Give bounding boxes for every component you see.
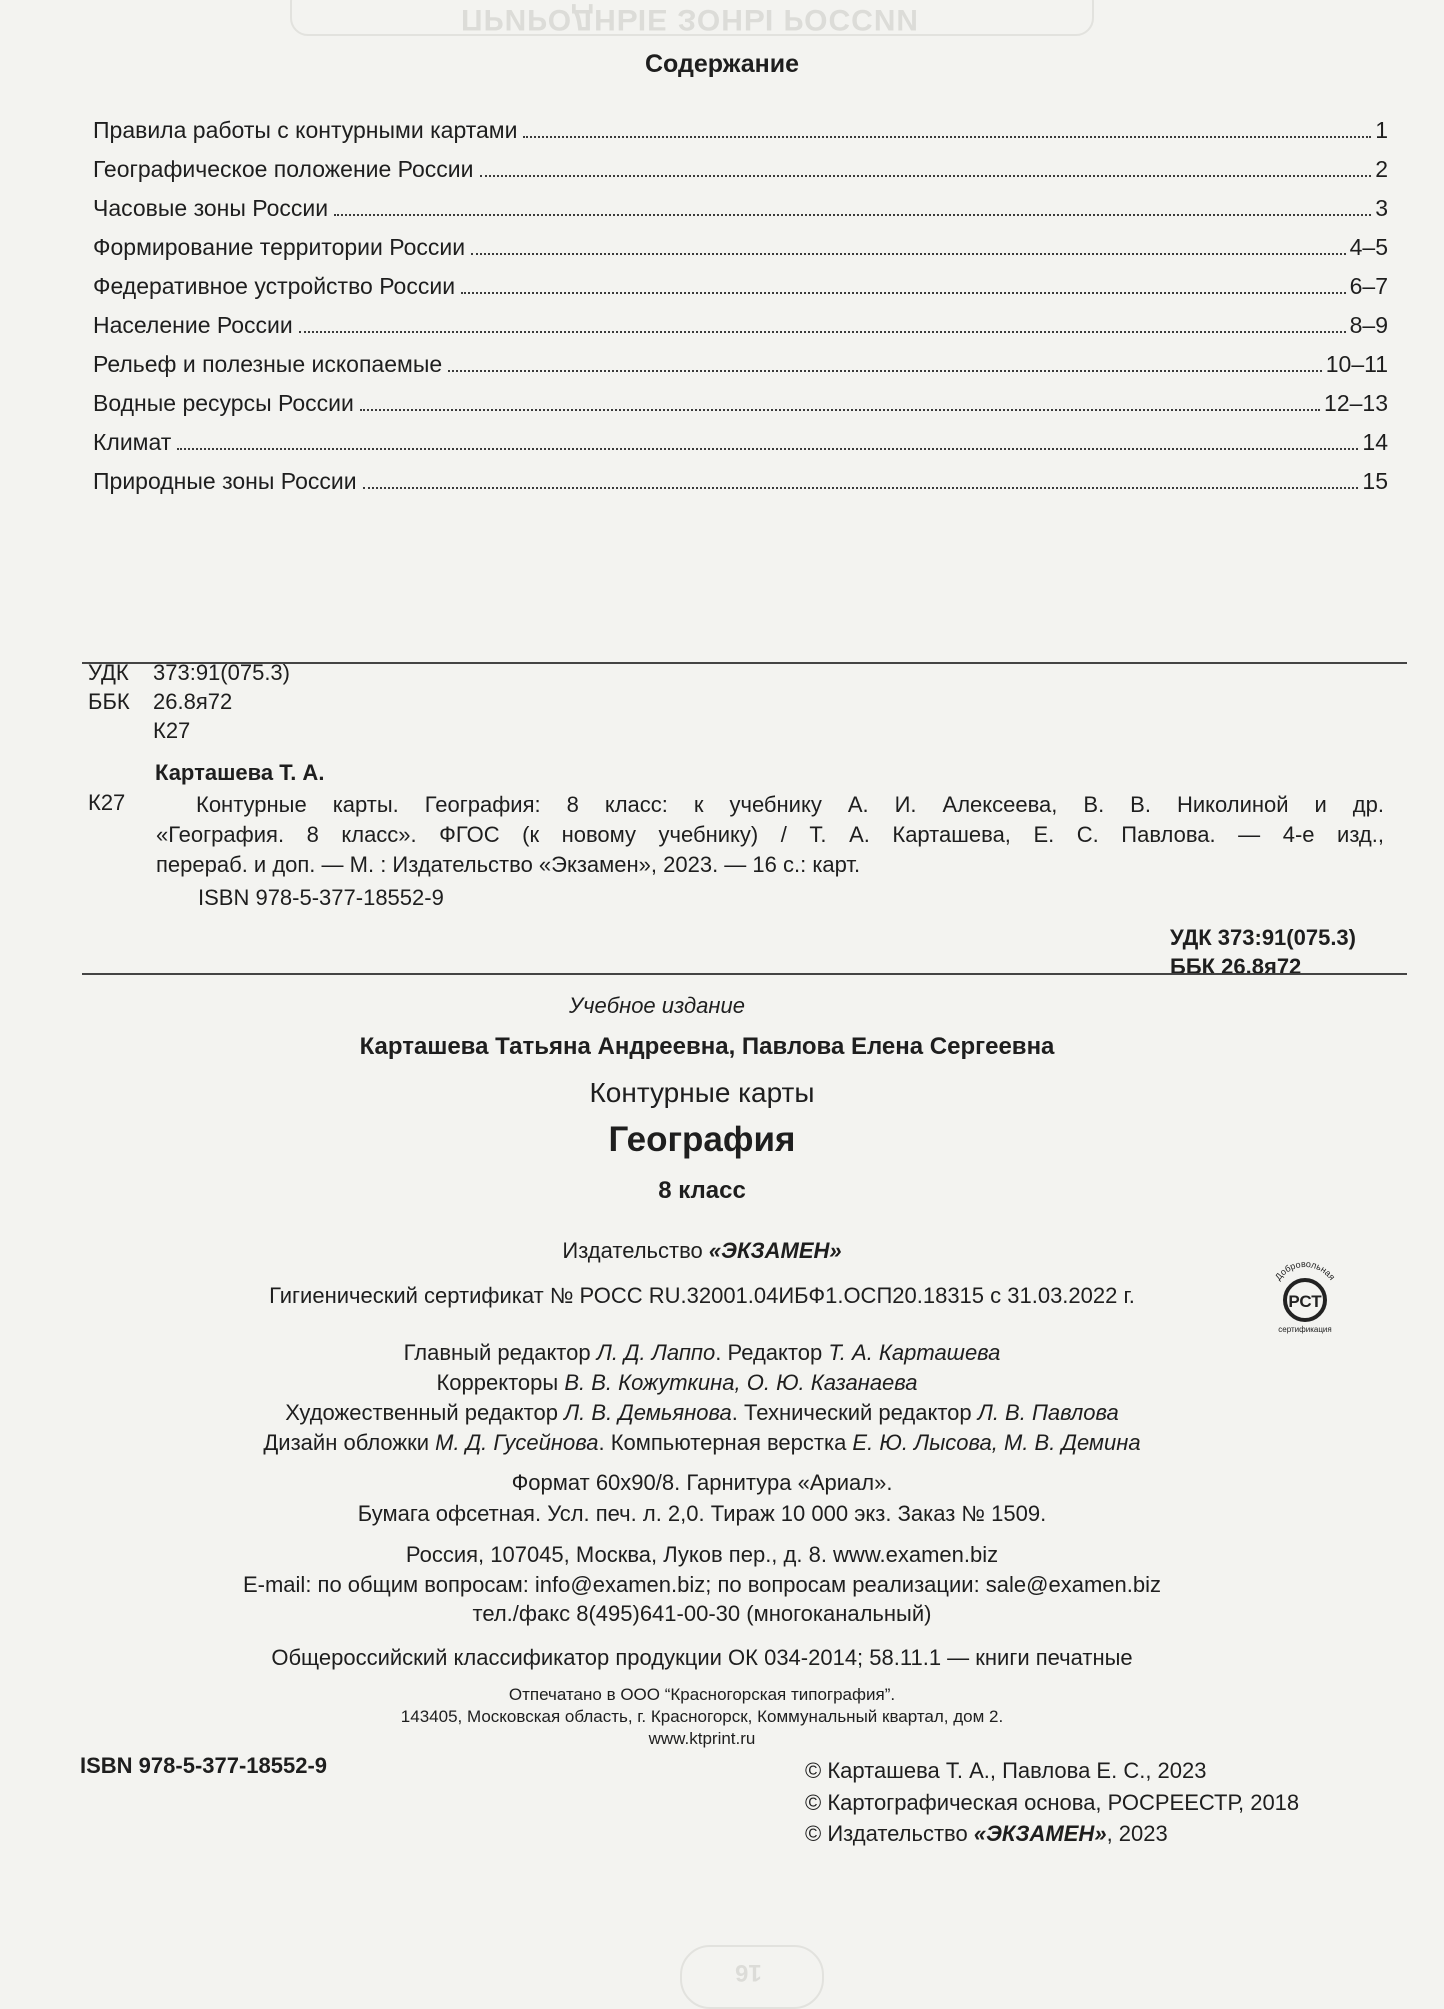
catalog-desc-line-3: перераб. и доп. — М. : Издательство «Экзамен», 2023. — 16 с.: карт. bbox=[156, 852, 861, 877]
grade: 8 класс bbox=[658, 1177, 746, 1204]
staff-role: . Редактор bbox=[715, 1340, 829, 1365]
staff-person-name: М. Д. Гусейнова bbox=[435, 1430, 599, 1455]
staff-person-name: Л. В. Демьянова bbox=[564, 1400, 732, 1425]
udk-value: 373:91(075.3) bbox=[153, 660, 290, 685]
badge-arc-text: Добровольная bbox=[1272, 1258, 1338, 1282]
toc-item-title: Климат bbox=[93, 429, 172, 455]
toc-item-page: 6–7 bbox=[1349, 273, 1388, 299]
staff-role: Корректоры bbox=[436, 1370, 565, 1395]
format: Формат 60х90/8. Гарнитура «Ариал». bbox=[511, 1470, 893, 1495]
toc-item-title: Федеративное устройство России bbox=[93, 273, 456, 299]
staff-role: Дизайн обложки bbox=[263, 1430, 436, 1455]
copyright-publisher-prefix: © Издательство bbox=[805, 1821, 974, 1846]
staff-person-name: Л. Д. Лаппо bbox=[596, 1340, 716, 1365]
catalog-author: Карташева Т. А. bbox=[155, 760, 325, 785]
bbk-value: 26.8я72 bbox=[153, 689, 233, 714]
divider bbox=[82, 973, 1407, 975]
show-through-running-head: ПРИРОДНЫЕ ЗОНЫ РОССИИ bbox=[461, 3, 919, 36]
bbk-label: ББК bbox=[88, 689, 130, 714]
staff-person-name: В. В. Кожуткина, О. Ю. Казанаева bbox=[564, 1370, 918, 1395]
toc-item-title: Население России bbox=[93, 312, 293, 338]
catalog-desc-code: К27 bbox=[88, 790, 126, 815]
toc-dot-leader bbox=[480, 175, 1372, 177]
toc-item-page: 14 bbox=[1362, 429, 1388, 455]
catalog-desc-line-2: «География. 8 класс». ФГОС (к новому учебнику) / Т. А. Карташева, Е. С. Павлова. — 4-е изд., bbox=[156, 822, 1384, 847]
toc-item-title: Рельеф и полезные ископаемые bbox=[93, 351, 443, 377]
toc-dot-leader bbox=[334, 214, 1371, 216]
subject-title: География bbox=[608, 1120, 796, 1159]
catalog-isbn: ISBN 978-5-377-18552-9 bbox=[198, 885, 444, 910]
toc-item-page: 4–5 bbox=[1349, 234, 1388, 260]
toc-item bbox=[93, 424, 1388, 456]
toc-item-page: 10–11 bbox=[1325, 351, 1388, 377]
staff-credit-line bbox=[0, 1430, 1424, 1456]
certification-badge-icon bbox=[1262, 1250, 1348, 1336]
toc-item bbox=[93, 346, 1388, 378]
copyright-publisher bbox=[805, 1821, 1168, 1847]
show-through-folio: 16 bbox=[735, 1959, 762, 1986]
publisher bbox=[0, 1238, 1424, 1264]
catalog-description bbox=[88, 790, 1384, 880]
copyright-publisher-name: «ЭКЗАМЕН» bbox=[973, 1821, 1107, 1846]
udk-right: УДК 373:91(075.3) bbox=[1170, 925, 1356, 950]
toc-item bbox=[93, 385, 1388, 417]
toc-dot-leader bbox=[448, 370, 1322, 372]
staff-person-name: Л. В. Павлова bbox=[977, 1400, 1119, 1425]
toc-dot-leader bbox=[363, 487, 1359, 489]
publisher-email: E-mail: по общим вопросам: info@examen.biz; по вопросам реализации: sale@examen.biz bbox=[242, 1572, 1161, 1597]
toc-item bbox=[93, 268, 1388, 300]
publisher-name: «ЭКЗАМЕН» bbox=[708, 1238, 842, 1263]
copyright-cartography: © Картографическая основа, РОСРЕЕСТР, 2018 bbox=[805, 1790, 1300, 1815]
toc-title: Содержание bbox=[644, 50, 800, 78]
toc-item bbox=[93, 151, 1388, 183]
certificate: Гигиенический сертификат № РОСС RU.32001.04ИБФ1.ОСП20.18315 с 31.03.2022 г. bbox=[269, 1283, 1135, 1308]
edition-type: Учебное издание bbox=[569, 993, 745, 1018]
publisher-phone: тел./факс 8(495)641-00-30 (многоканальный) bbox=[472, 1601, 932, 1626]
toc-item-title: Географическое положение России bbox=[93, 156, 474, 182]
toc-item-page: 3 bbox=[1375, 195, 1388, 221]
toc-item-page: 8–9 bbox=[1349, 312, 1388, 338]
copyright-authors: © Карташева Т. А., Павлова Е. С., 2023 bbox=[805, 1758, 1207, 1783]
toc-dot-leader bbox=[360, 409, 1320, 411]
staff-person-name: Т. А. Карташева bbox=[828, 1340, 1001, 1365]
authors: Карташева Татьяна Андреевна, Павлова Елена Сергеевна bbox=[359, 1033, 1055, 1060]
catalog-desc-line-1: Контурные карты. География: 8 класс: к учебнику А. И. Алексеева, В. В. Николиной и др. bbox=[196, 792, 1384, 817]
udk-label: УДК bbox=[88, 660, 129, 685]
staff-role: . Компьютерная верстка bbox=[598, 1430, 853, 1455]
staff-credit-line bbox=[0, 1340, 1424, 1366]
printer-website: www.ktprint.ru bbox=[648, 1729, 756, 1748]
toc-dot-leader bbox=[177, 448, 1358, 450]
toc-item bbox=[93, 463, 1388, 495]
toc-dot-leader bbox=[461, 292, 1346, 294]
toc-item-title: Природные зоны России bbox=[93, 468, 357, 494]
toc-item-page: 2 bbox=[1375, 156, 1388, 182]
toc-item-page: 1 bbox=[1375, 117, 1388, 143]
toc-item bbox=[93, 307, 1388, 339]
bbk-right: ББК 26.8я72 bbox=[1170, 954, 1302, 979]
toc-item-page: 12–13 bbox=[1324, 390, 1388, 416]
toc-item-title: Водные ресурсы России bbox=[93, 390, 354, 416]
toc-dot-leader bbox=[299, 331, 1346, 333]
staff-person-name: Е. Ю. Лысова, М. В. Демина bbox=[852, 1430, 1141, 1455]
toc-item-title: Правила работы с контурными картами bbox=[93, 117, 518, 143]
imprint-isbn: ISBN 978-5-377-18552-9 bbox=[80, 1753, 328, 1778]
publisher-address: Россия, 107045, Москва, Луков пер., д. 8. www.examen.biz bbox=[405, 1542, 999, 1567]
toc-item-title: Формирование территории России bbox=[93, 234, 466, 260]
toc-item bbox=[93, 190, 1388, 222]
product-classifier: Общероссийский классификатор продукции ОК 034-2014; 58.11.1 — книги печатные bbox=[271, 1645, 1133, 1670]
badge-mark: РСТ bbox=[1288, 1292, 1322, 1311]
paper: Бумага офсетная. Усл. печ. л. 2,0. Тираж 10 000 экз. Заказ № 1509. bbox=[357, 1501, 1047, 1526]
toc-dot-leader bbox=[523, 136, 1371, 138]
copyright-publisher-year: , 2023 bbox=[1106, 1821, 1168, 1846]
staff-role: . Технический редактор bbox=[731, 1400, 978, 1425]
toc-item bbox=[93, 229, 1388, 261]
series-title: Контурные карты bbox=[589, 1077, 815, 1108]
author-code: К27 bbox=[153, 718, 191, 743]
staff-credit-line bbox=[0, 1400, 1424, 1426]
toc-item bbox=[93, 112, 1388, 144]
staff-credit-line bbox=[0, 1370, 1399, 1396]
printer-address: 143405, Московская область, г. Красногорск, Коммунальный квартал, дом 2. bbox=[400, 1707, 1004, 1726]
staff-role: Художественный редактор bbox=[285, 1400, 565, 1425]
toc-item-page: 15 bbox=[1362, 468, 1388, 494]
staff-role: Главный редактор bbox=[403, 1340, 597, 1365]
badge-bottom-text: сертификация bbox=[1278, 1325, 1332, 1334]
toc-dot-leader bbox=[471, 253, 1346, 255]
toc-item-title: Часовые зоны России bbox=[93, 195, 329, 221]
printed-by: Отпечатано в ООО “Красногорская типография”. bbox=[508, 1685, 896, 1704]
publisher-prefix: Издательство bbox=[562, 1238, 709, 1263]
